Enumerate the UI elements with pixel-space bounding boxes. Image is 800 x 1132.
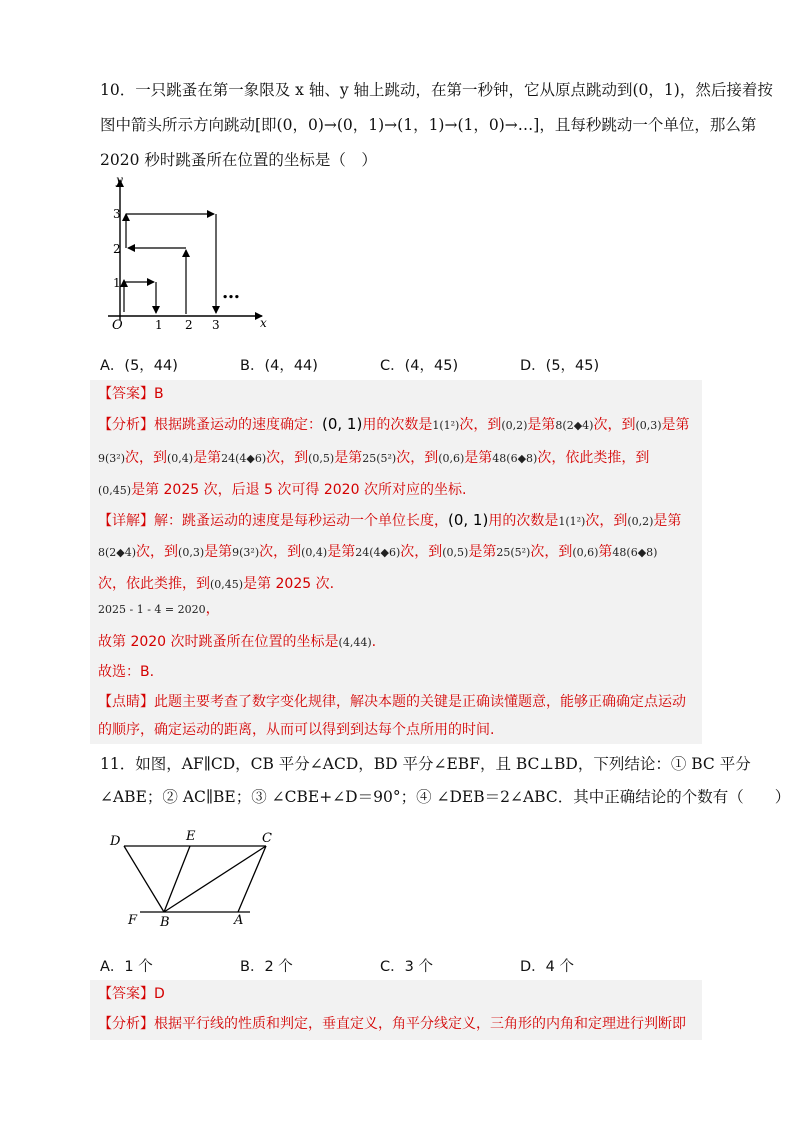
point-a-label: A <box>234 913 244 928</box>
y-tick-1: 1 <box>113 276 121 290</box>
x-tick-3: 3 <box>212 318 220 332</box>
q10-analysis-line-1: 【分析】根据跳蚤运动的速度确定：(0, 1)用的次数是1(1²)次，到(0,2)是第8(2◆4)次，到(0,3)是第 <box>98 415 690 433</box>
q10-option-c[interactable]: C．(4，45) <box>380 358 459 374</box>
q11-analysis-line-1: 【分析】根据平行线的性质和判定，垂直定义，角平分线定义，三角形的内角和定理进行判断即 <box>98 1016 686 1032</box>
y-axis-label: y <box>116 173 123 187</box>
y-tick-2: 2 <box>113 242 121 256</box>
q11-option-c[interactable]: C．3 个 <box>380 959 433 975</box>
q11-option-a[interactable]: A．1 个 <box>100 959 153 975</box>
y-tick-3: 3 <box>113 207 121 221</box>
q10-option-a[interactable]: A．(5，44) <box>100 358 178 374</box>
origin-label: O <box>112 318 123 333</box>
ellipsis-label: … <box>222 282 240 303</box>
q11-stem-line-1: 11．如图，AF∥CD，CB 平分∠ACD，BD 平分∠EBF，且 BC⊥BD，下列结论：① BC 平分 <box>100 755 751 773</box>
q11-answer-block <box>90 980 702 1040</box>
q11-option-d[interactable]: D．4 个 <box>520 959 574 975</box>
q10-analysis-line-3: (0,45)是第 2025 次，后退 5 次可得 2020 次所对应的坐标. <box>98 482 467 498</box>
q11-option-b[interactable]: B．2 个 <box>240 959 293 975</box>
point-e-label: E <box>186 829 196 844</box>
x-axis-label: x <box>260 316 267 330</box>
q11-answer: 【答案】D <box>98 986 165 1002</box>
q10-option-b[interactable]: B．(4，44) <box>240 358 318 374</box>
q10-detail-line-2: 8(2◆4)次，到(0,3)是第9(3²)次，到(0,4)是第24(4◆6)次，到(0,5)是第25(5²)次，到(0,6)第48(6◆8) <box>98 544 658 560</box>
q11-geometry-figure <box>108 826 288 930</box>
q10-detail-line-5: 故第 2020 次时跳蚤所在位置的坐标是(4,44). <box>98 634 377 650</box>
q10-stem-line-3: 2020 秒时跳蚤所在位置的坐标是（ ） <box>100 151 377 169</box>
q10-detail-line-3: 次，依此类推，到(0,45)是第 2025 次. <box>98 576 335 592</box>
q10-stem-line-1: 10．一只跳蚤在第一象限及 x 轴、y 轴上跳动，在第一秒钟，它从原点跳动到(0，1)，然后接着按 <box>100 81 773 99</box>
x-tick-1: 1 <box>155 318 163 332</box>
q10-analysis-line-2: 9(3²)次，到(0,4)是第24(4◆6)次，到(0,5)是第25(5²)次，到(0,6)是第48(6◆8)次，依此类推，到 <box>98 450 650 466</box>
q10-detail-line-1: 【详解】解：跳蚤运动的速度是每秒运动一个单位长度，(0, 1)用的次数是1(1²)次，到(0,2)是第 <box>98 511 682 529</box>
q11-stem-line-2: ∠ABE；② AC∥BE；③ ∠CBE+∠D＝90°；④ ∠DEB＝2∠ABC．其中正确结论的个数有（ ） <box>100 788 791 806</box>
point-f-label: F <box>128 913 138 928</box>
q10-answer-block <box>90 380 702 744</box>
point-b-label: B <box>160 915 170 930</box>
q10-comment-line-1: 【点睛】此题主要考查了数字变化规律，解决本题的关键是正确读懂题意，能够正确确定点运动 <box>98 694 686 710</box>
x-tick-2: 2 <box>185 318 193 332</box>
q10-answer: 【答案】B <box>98 386 164 402</box>
q10-coordinate-figure <box>104 172 274 334</box>
point-d-label: D <box>110 834 121 849</box>
q10-detail-equation: 2025 - 1 - 4 = 2020， <box>98 601 220 617</box>
point-c-label: C <box>262 831 272 846</box>
q10-comment-line-2: 的顺序，确定运动的距离，从而可以得到到达每个点所用的时间. <box>98 722 495 738</box>
q10-option-d[interactable]: D．(5，45) <box>520 358 600 374</box>
q10-stem-line-2: 图中箭头所示方向跳动[即(0，0)→(0，1)→(1，1)→(1，0)→…]，且每秒跳动一个单位，那么第 <box>100 116 757 134</box>
q10-detail-choose: 故选：B. <box>98 664 155 680</box>
